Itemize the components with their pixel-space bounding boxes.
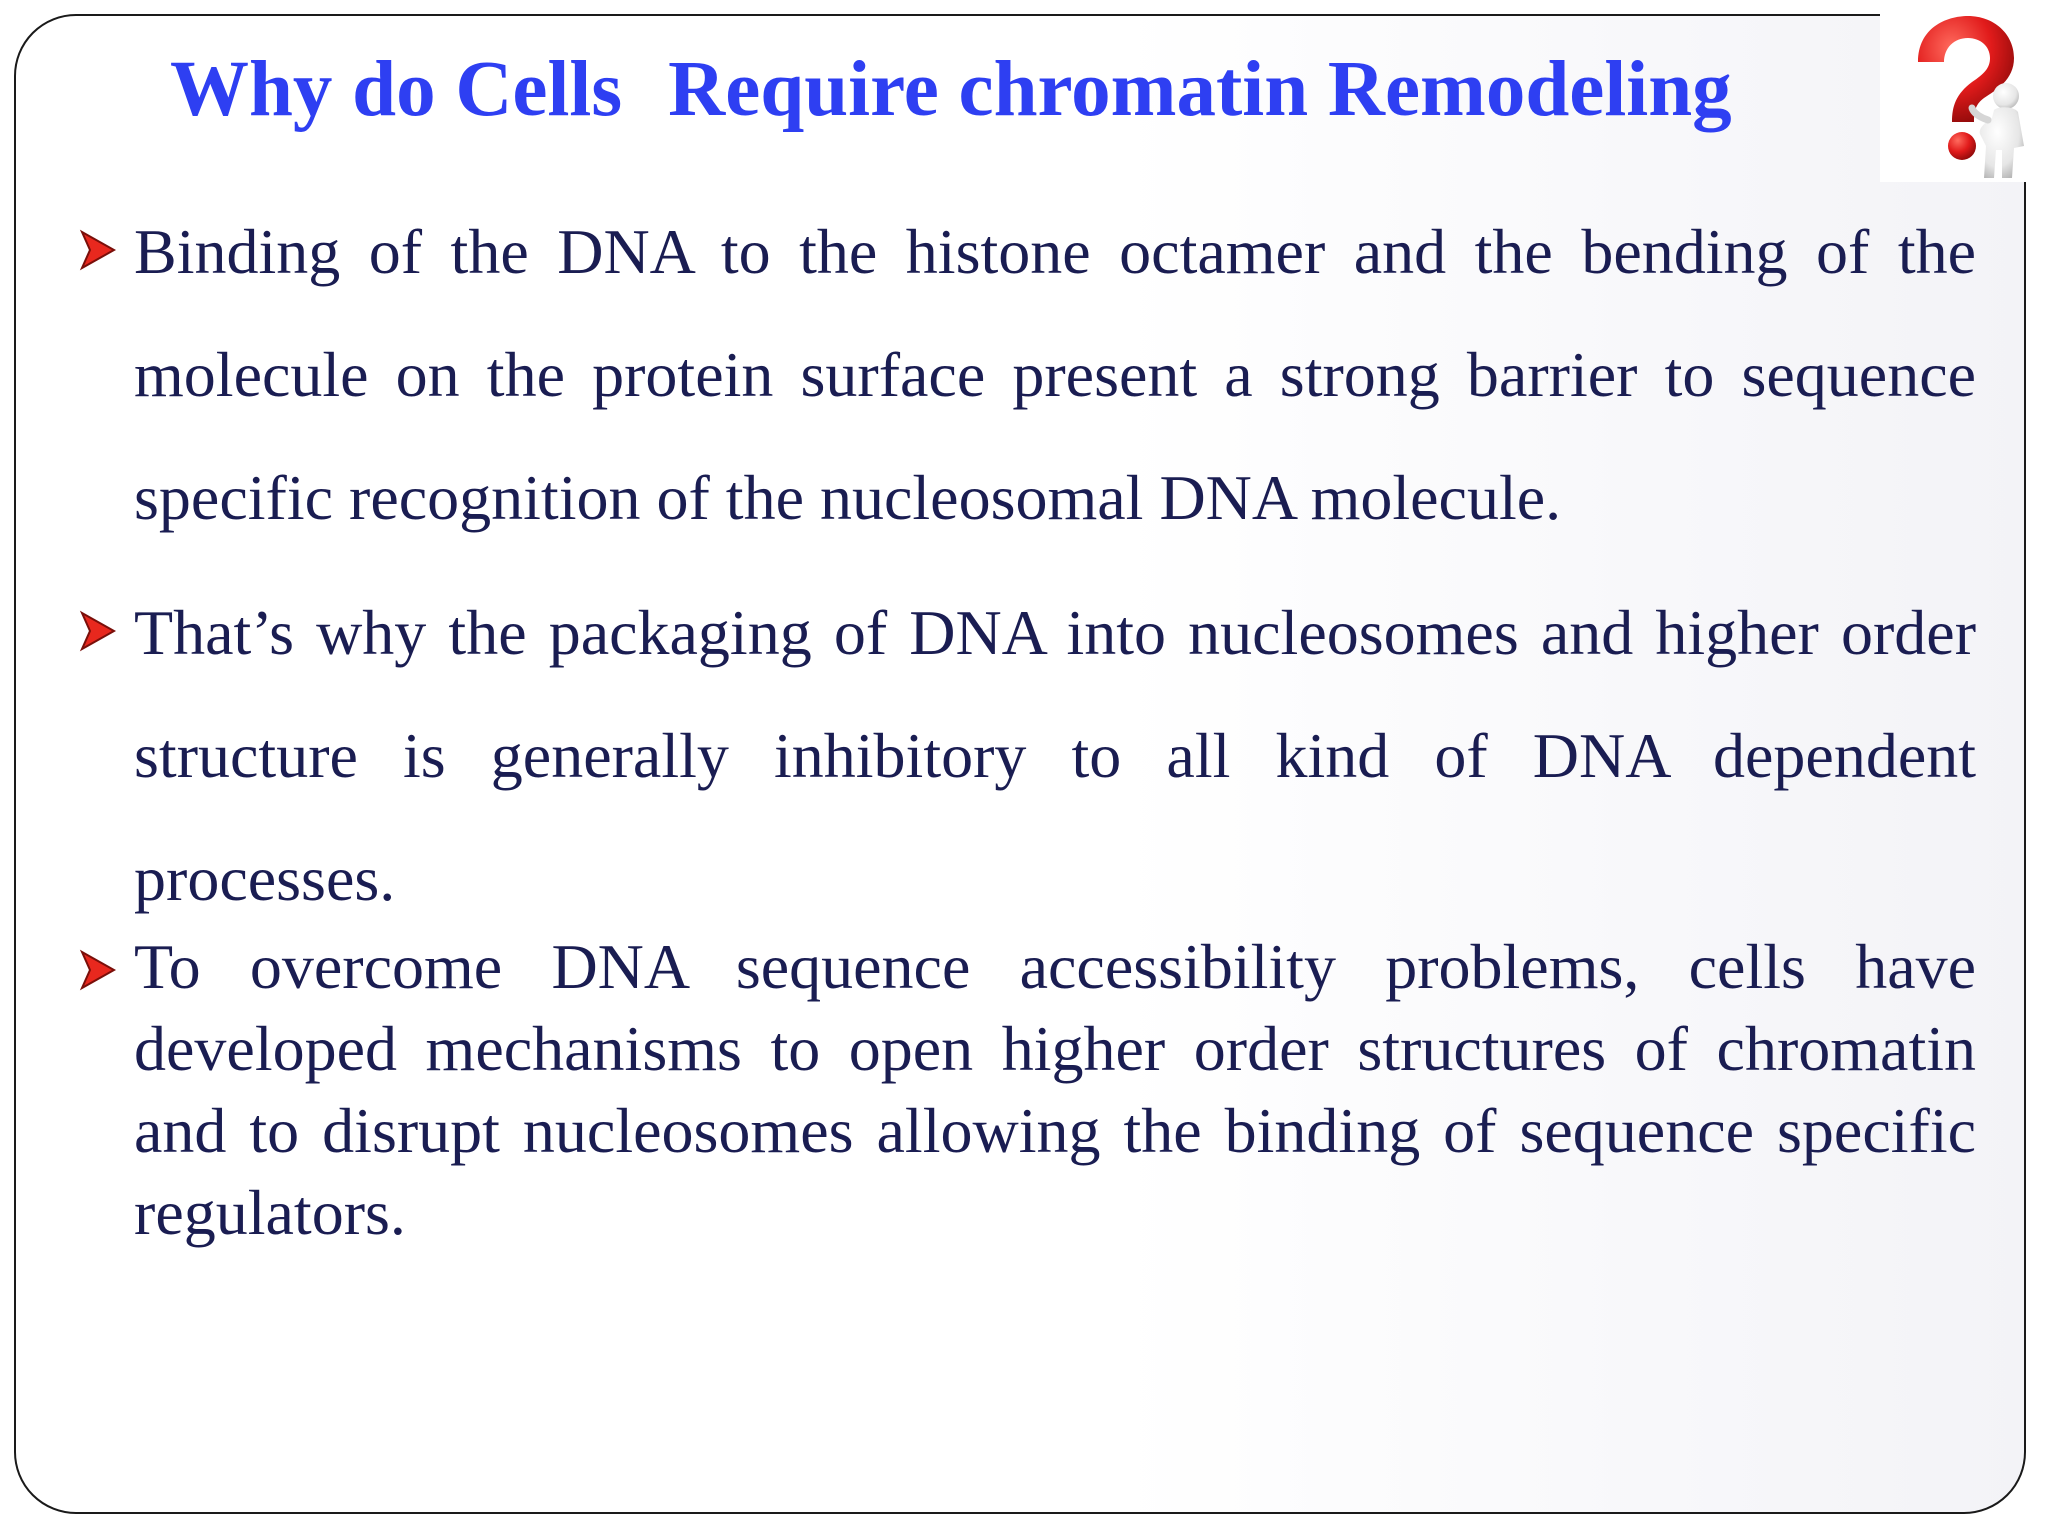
bullet-text: Binding of the DNA to the histone octamer and the bending of the molecule on the protein surface present a strong barrier to sequence specific recognition of the nucleosomal DNA molecule. — [134, 216, 1976, 533]
question-mark-figure-icon — [1898, 10, 2048, 180]
arrow-bullet-icon — [78, 948, 118, 992]
bullet-item — [70, 571, 1976, 940]
slide-title — [170, 40, 1890, 140]
bullet-list — [70, 190, 1976, 1440]
bullet-text: That’s why the packaging of DNA into nucleosomes and higher order structure is generally inhibitory to all kind of DNA dependent processes. — [134, 597, 1976, 914]
arrow-bullet-icon — [78, 228, 118, 272]
arrow-bullet-icon — [78, 609, 118, 653]
title-part-1: Why do Cells — [170, 46, 623, 133]
bullet-item — [70, 926, 1976, 1254]
title-part-2: Require chromatin Remodeling — [668, 46, 1732, 133]
bullet-text: To overcome DNA sequence accessibility problems, cells have developed mechanisms to open higher order structures of chromatin and to disrupt nucleosomes allowing the binding of sequence specific regulators. — [134, 931, 1976, 1248]
bullet-item — [70, 190, 1976, 559]
